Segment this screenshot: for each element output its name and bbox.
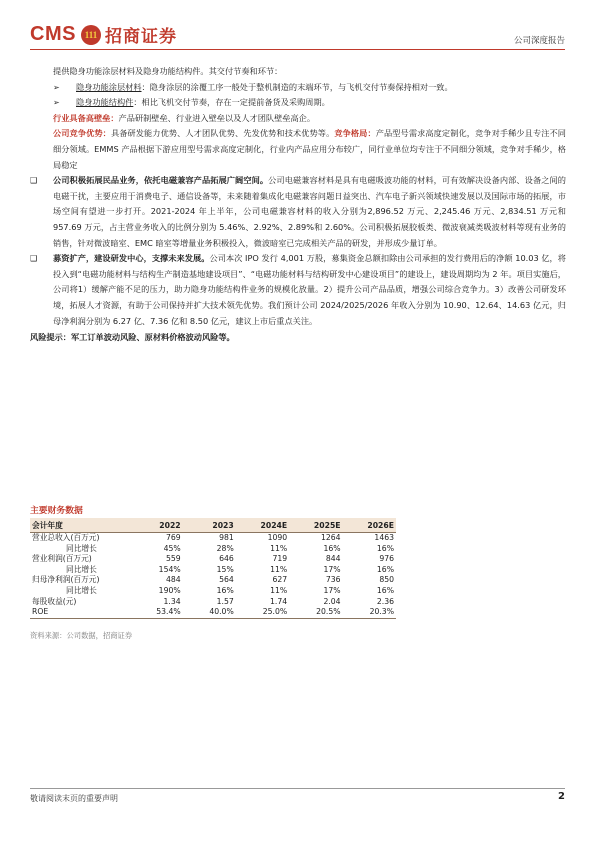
paragraph-heading: 公司积极拓展民品业务，依托电磁兼容产品拓展广阔空间。 — [53, 175, 269, 186]
header-cell: 2025E — [289, 518, 342, 533]
table-cell: 16% — [323, 543, 341, 553]
fundraising-paragraph: ❑ 募资扩产，建设研发中心，支撑未来发展。公司本次 IPO 发行 4,001 万股，募集资金总额扣除由公司承担的发行费用后的净额 10.03 亿，将投入到“电磁功能材料与结构生产制造基地建设项目”、“电磁功能材料与结构研发中心建设项目”的建设上，建设周期均为 2 年。项目实施后，公司将1）缓解产能不足的压力，助力隐身功能结构件业务的规模化放量。2）提升公司产品品质，增强公司综合竞争力。3）改善公司研发环境，拓展人才资源，有助于公司保持并扩大技术领先优势。我们预计公司 2024/2025/2026 年收入分别为 10.90、12.64、14.63 亿元，归母净利润分别为 6.27 亿、7.36 亿和 8.50 亿元，建议上市后重点关注。 — [30, 251, 566, 329]
table-cell: 190% — [158, 585, 181, 595]
paragraph-heading: 募资扩产，建设研发中心，支撑未来发展。 — [53, 253, 210, 264]
table-cell: 40.0% — [183, 607, 236, 618]
table-row — [30, 575, 396, 586]
table-cell: 559 — [165, 554, 181, 564]
table-row — [30, 565, 396, 576]
table-cell: 981 — [219, 533, 234, 542]
table-cell: 28% — [216, 543, 234, 553]
table-cell: 1.57 — [216, 596, 234, 606]
table-cell: 564 — [219, 575, 234, 585]
table-cell: 11% — [270, 564, 288, 574]
table-cell: 16% — [376, 585, 394, 595]
table-cell: 154% — [158, 564, 181, 574]
square-bullet-icon: ❑ — [30, 254, 38, 264]
page-header — [30, 18, 565, 50]
table-cell: 850 — [379, 575, 394, 585]
document-type: 公司深度报告 — [513, 36, 565, 46]
table-cell: 627 — [272, 575, 288, 585]
barrier-line: 行业具备高壁垒：产品研制壁垒、行业进入壁垒以及人才团队壁垒高企。 — [53, 112, 316, 123]
table-cell: 2.04 — [323, 596, 341, 606]
sub-item-text: ：相比飞机交付节奏，存在一定提前备货及采购周期。 — [133, 97, 330, 108]
row-label: 营业总收入(百万元) — [32, 533, 100, 542]
header-cell: 2023 — [183, 518, 236, 533]
logo-latin: CMS — [30, 23, 76, 45]
table-cell: 736 — [325, 575, 341, 585]
row-label: 每股收益(元) — [32, 596, 77, 606]
disclaimer-note: 敬请阅读末页的重要声明 — [30, 794, 118, 803]
sub-item-coating — [30, 80, 566, 96]
table-cell: 11% — [270, 585, 288, 595]
table-header-row — [30, 518, 396, 533]
row-label: 同比增长 — [66, 564, 97, 574]
row-label: 同比增长 — [66, 543, 97, 553]
table-cell: 20.3% — [343, 607, 396, 618]
table-cell: 15% — [216, 564, 234, 574]
table-cell: 719 — [272, 554, 288, 564]
advantage-label: 公司竞争优势： — [53, 128, 111, 139]
table-row — [30, 554, 396, 565]
table-cell: 1090 — [267, 533, 288, 542]
table-cell: 17% — [323, 564, 341, 574]
sub-item-label: 隐身功能涂层材料 — [76, 81, 142, 92]
header-divider — [30, 49, 565, 50]
risk-warning: 风险提示：军工订单波动风险、原材料价格波动风险等。 — [30, 332, 235, 343]
civil-business-paragraph: ❑ 公司积极拓展民品业务，依托电磁兼容产品拓展广阔空间。公司电磁兼容材料是具有电磁吸波功能的材料，可有效解决设备内部、设备之间的电磁干扰，主要应用于消费电子、通信设备等，未来随着集成化电磁兼容问题日益突出、汽车电子新兴领域快速发展以及国际市场的拓展，市场空间有望进一步打开。2021-2024 年上半年，公司电磁兼容材料的收入分别为2,896.52 万元、2,245.46 万元、2,834.51 万元和 957.69 万元，占主营业务收入的比例分别为 5.46%、2.92%、2.89%和 2.60%。公司积极拓展胶板类、微波衰减类吸波材料等现有业务的销售，针对微波暗室、EMC 暗室等增量业务积极投入，微波暗室已完成相关产品的研发，并形成少量订单。 — [30, 173, 566, 251]
table-row — [30, 597, 396, 608]
table-cell: 16% — [216, 585, 234, 595]
table-cell: 1463 — [374, 533, 394, 542]
table-cell: 976 — [379, 554, 394, 564]
logo-chinese: 招商证券 — [104, 27, 177, 47]
table-cell: 17% — [323, 585, 341, 595]
pattern-label: 竞争格局： — [334, 128, 376, 139]
table-cell: 11% — [270, 543, 288, 553]
table-cell: 1264 — [320, 533, 341, 542]
table-cell: 25.0% — [236, 607, 289, 618]
table-cell: 20.5% — [289, 607, 342, 618]
header-cell: 2024E — [236, 518, 289, 533]
row-label: 归母净利润(百万元) — [32, 575, 100, 585]
table-row — [30, 586, 396, 597]
table-cell: 1.74 — [270, 596, 288, 606]
table-cell: 53.4% — [130, 607, 183, 618]
row-label: 营业利润(百万元) — [32, 554, 92, 564]
table-cell: 484 — [165, 575, 181, 585]
financial-table — [30, 518, 396, 619]
header-cell: 会计年度 — [30, 518, 130, 533]
table-cell: 2.36 — [376, 596, 394, 606]
table-cell: 16% — [376, 564, 394, 574]
sub-item-structure — [30, 95, 566, 111]
cms-logo — [30, 22, 177, 47]
row-label: 同比增长 — [66, 585, 97, 595]
sub-item-text: ：隐身涂层的涂覆工序一般处于整机制造的末端环节，与飞机交付节奏保持相对一致。 — [141, 81, 453, 92]
square-bullet-icon: ❑ — [30, 176, 38, 186]
table-row — [30, 533, 396, 544]
table-cell: 844 — [325, 554, 341, 564]
sub-item-label: 隐身功能结构件 — [76, 97, 134, 108]
table-row — [30, 544, 396, 555]
barrier-label: 行业具备高壁垒： — [53, 112, 119, 123]
row-label: ROE — [30, 607, 130, 618]
table-title: 主要财务数据 — [30, 506, 83, 516]
footer-divider — [30, 788, 565, 789]
header-cell: 2026E — [343, 518, 396, 533]
report-body — [30, 64, 566, 346]
arrow-bullet-icon: ➢ — [53, 82, 60, 92]
advantage-line: 公司竞争优势：具备研发能力优势、人才团队优势、先发优势和技术优势等。竞争格局：产品型号需求高度定制化，竞争对手稀少且专注不同细分领域。EMMS 产品根据下游应用型号需求高度定制化，行业内产品应用分布较广，同行业单位均专注于不同细分领域，竞争对手稀少，格局稳定 — [53, 128, 566, 170]
page-number: 2 — [558, 791, 565, 802]
table-cell: 1.34 — [163, 596, 181, 606]
table-row — [30, 607, 396, 618]
table-source: 资料来源：公司数据，招商证券 — [30, 631, 133, 640]
table-cell: 646 — [219, 554, 234, 564]
table-cell: 769 — [165, 533, 181, 542]
table-cell: 45% — [163, 543, 181, 553]
logo-seal-icon: 111 — [81, 25, 101, 45]
intro-line: 提供隐身功能涂层材料及隐身功能结构件。其交付节奏和环节： — [53, 66, 283, 76]
arrow-bullet-icon: ➢ — [53, 98, 60, 108]
table-cell: 16% — [376, 543, 394, 553]
header-cell: 2022 — [130, 518, 183, 533]
